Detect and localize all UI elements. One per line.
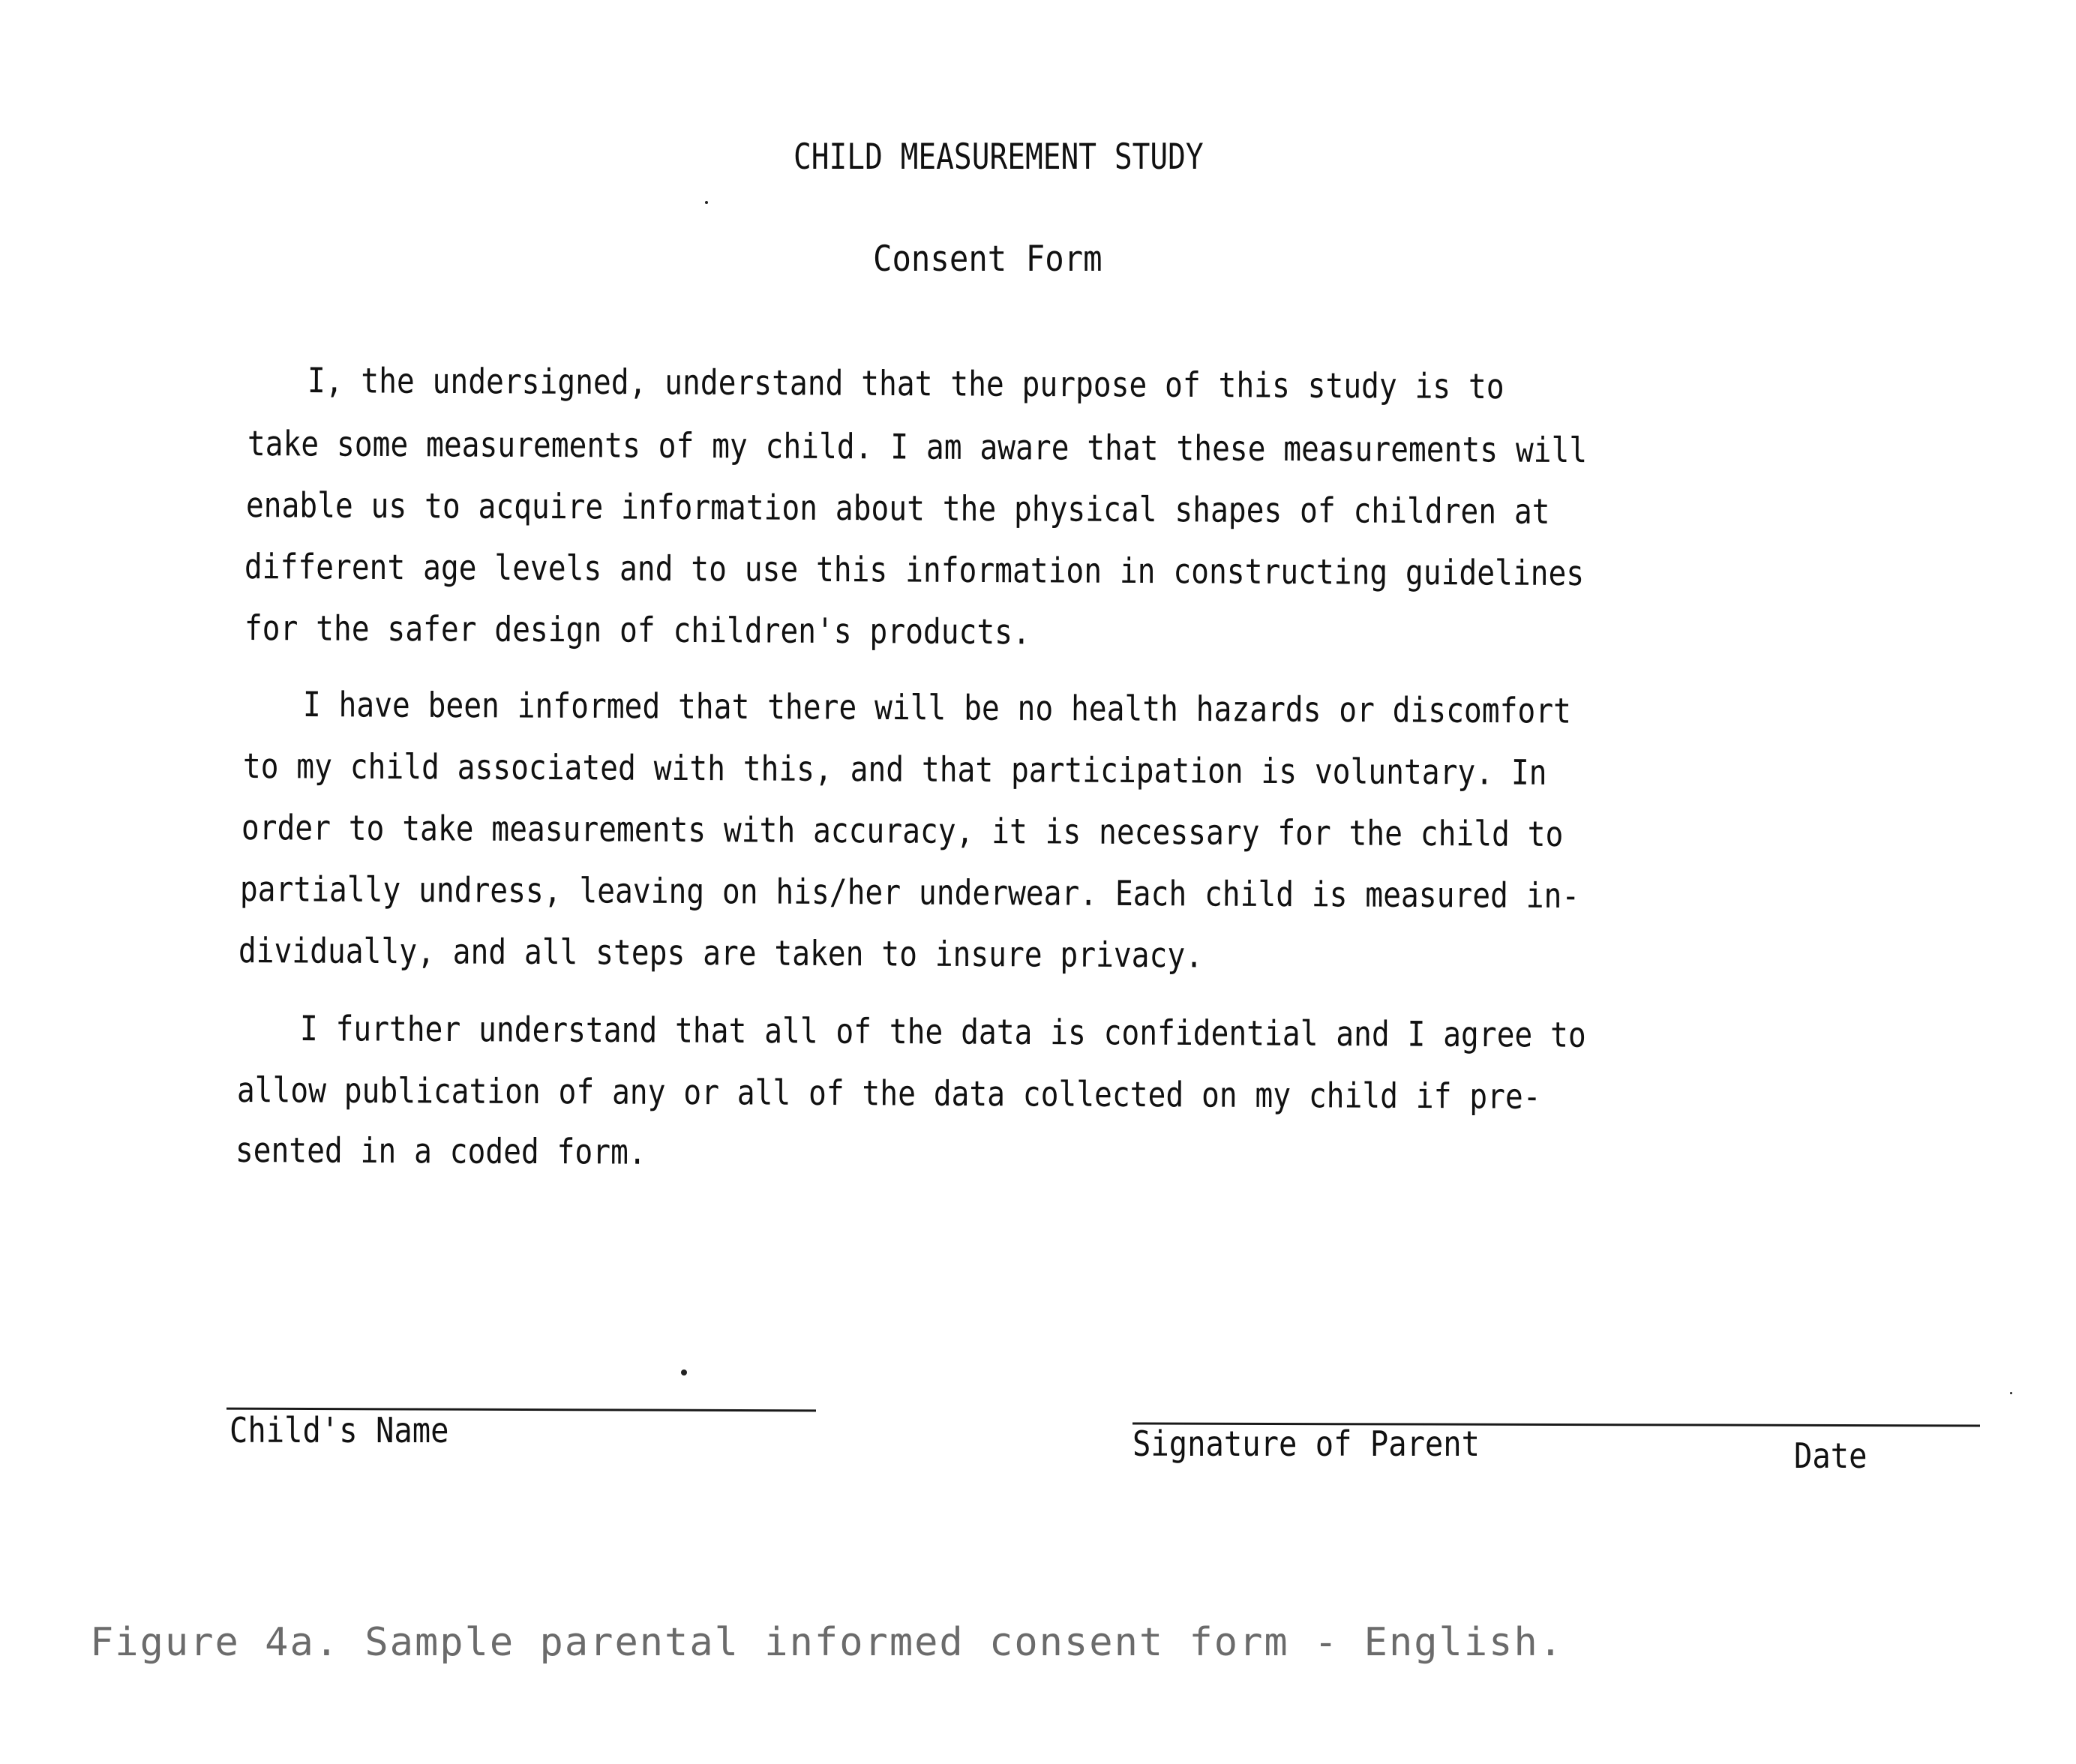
paragraph-2-line-2: to my child associated with this, and that participation is voluntary. In <box>242 746 1547 793</box>
paragraph-1-line-3: enable us to acquire information about the physical shapes of children at <box>245 484 1550 532</box>
paragraph-3-line-3: sented in a coded form. <box>235 1130 646 1172</box>
paragraph-2-line-5: dividually, and all steps are taken to insure privacy. <box>238 930 1204 976</box>
paragraph-1-line-5: for the safer design of children's products. <box>244 608 1030 652</box>
paragraph-3-line-2: allow publication of any or all of the data collected on my child if pre- <box>236 1070 1541 1117</box>
paragraph-2-line-3: order to take measurements with accuracy, it is necessary for the child to <box>241 807 1564 854</box>
scan-speck <box>2010 1392 2012 1394</box>
date-label: Date <box>1794 1436 1868 1476</box>
paragraph-2-line-4: partially undress, leaving on his/her underwear. Each child is measured in- <box>239 868 1580 916</box>
paragraph-1-line-2: take some measurements of my child. I am aware that these measurements will <box>247 423 1588 471</box>
child-name-label: Child's Name <box>230 1410 449 1450</box>
figure-caption: Figure 4a. Sample parental informed consent form - English. <box>90 1620 1564 1665</box>
scan-speck <box>705 201 708 204</box>
paragraph-1-line-4: different age levels and to use this information in constructing guidelines <box>244 546 1585 594</box>
paragraph-2-line-1: I have been informed that there will be no health hazards or discomfort <box>302 684 1572 731</box>
document-subtitle: Consent Form <box>873 238 1102 280</box>
document-title: CHILD MEASUREMENT STUDY <box>794 136 1204 178</box>
paragraph-1-line-1: I, the undersigned, understand that the purpose of this study is to <box>307 360 1504 407</box>
parent-signature-label: Signature of Parent <box>1132 1424 1480 1464</box>
paragraph-3-line-1: I further understand that all of the data is confidential and I agree to <box>299 1008 1586 1055</box>
scan-speck <box>681 1370 687 1376</box>
